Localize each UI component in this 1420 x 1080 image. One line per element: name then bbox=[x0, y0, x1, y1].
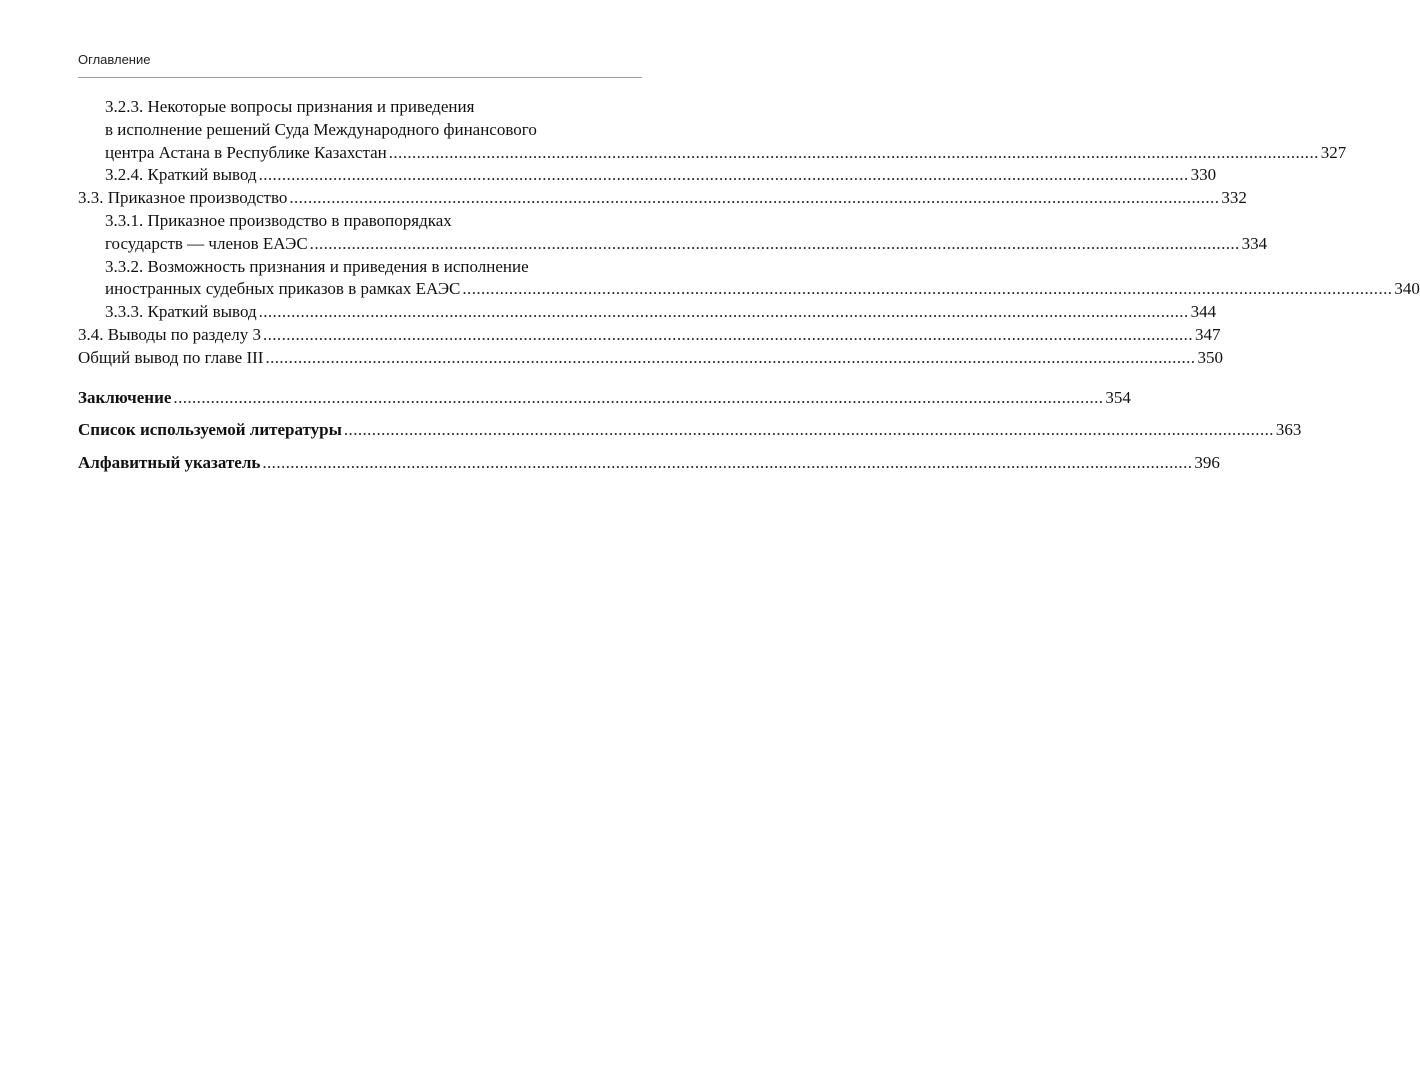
toc-page-number: 396 bbox=[1194, 453, 1220, 473]
toc-entry bbox=[78, 256, 643, 279]
dot-leader: ........................................................................................................................................................................................................ bbox=[258, 165, 1189, 185]
toc-entry-title: Заключение bbox=[78, 387, 172, 407]
dot-leader: ........................................................................................................................................................................................................ bbox=[388, 142, 1319, 162]
toc-entry bbox=[78, 119, 643, 142]
toc-entry-conclusion bbox=[78, 387, 1131, 410]
toc-entry bbox=[78, 233, 1268, 256]
toc-entry-title: 3.4. Выводы по разделу 3 bbox=[78, 324, 261, 344]
dot-leader: ........................................................................................................................................................................................................ bbox=[462, 279, 1393, 299]
toc-entry-title: 3.2.4. Краткий вывод bbox=[105, 165, 257, 185]
toc-entry-title: 3.3.3. Краткий вывод bbox=[105, 302, 257, 322]
toc-entry bbox=[78, 210, 643, 233]
toc-page-number: 334 bbox=[1241, 233, 1268, 253]
toc-entry-title: 3.2.3. Некоторые вопросы признания и приведения bbox=[105, 97, 475, 116]
toc-entry-title: 3.3. Приказное производство bbox=[78, 188, 288, 208]
toc-entry-title: 3.3.1. Приказное производство в правопорядках bbox=[105, 210, 452, 230]
dot-leader: ........................................................................................................................................................................................................ bbox=[309, 233, 1240, 253]
toc-page-number: 340 bbox=[1394, 279, 1420, 299]
dot-leader: ........................................................................................................................................................................................................ bbox=[262, 324, 1193, 344]
running-header: Оглавление bbox=[78, 52, 151, 67]
toc-page-number: 327 bbox=[1320, 142, 1347, 162]
dot-leader: ........................................................................................................................................................................................................ bbox=[289, 188, 1220, 208]
toc-page-number: 344 bbox=[1190, 302, 1217, 322]
toc-entry bbox=[78, 324, 1221, 347]
toc-entry-index bbox=[78, 452, 1220, 475]
toc-entry-title: иностранных судебных приказов в рамках ЕАЭС bbox=[105, 279, 461, 299]
toc-entry-title: Алфавитный указатель bbox=[78, 453, 261, 473]
toc-entry bbox=[78, 187, 1247, 210]
toc-entry bbox=[78, 301, 1217, 324]
table-of-contents bbox=[78, 96, 1420, 475]
toc-entry-title: государств — членов ЕАЭС bbox=[105, 233, 308, 253]
toc-page-number: 350 bbox=[1197, 347, 1223, 367]
dot-leader: ........................................................................................................................................................................................................ bbox=[265, 347, 1196, 367]
dot-leader: ........................................................................................................................................................................................................ bbox=[173, 387, 1104, 407]
toc-entry bbox=[78, 278, 1420, 301]
toc-page-number: 332 bbox=[1221, 188, 1247, 208]
toc-entry bbox=[78, 142, 1347, 165]
toc-page-number: 354 bbox=[1105, 387, 1131, 407]
toc-entry-title: в исполнение решений Суда Международного финансового bbox=[105, 119, 537, 139]
toc-entry-bibliography bbox=[78, 419, 1302, 442]
header-rule bbox=[78, 77, 642, 78]
toc-page-number: 363 bbox=[1275, 420, 1302, 440]
dot-leader: ........................................................................................................................................................................................................ bbox=[343, 420, 1274, 440]
toc-entry bbox=[78, 164, 1217, 187]
toc-entry-title: 3.3.2. Возможность признания и приведения в исполнение bbox=[105, 256, 529, 276]
toc-page-number: 330 bbox=[1190, 165, 1217, 185]
toc-page-number: 347 bbox=[1194, 324, 1221, 344]
toc-entry bbox=[78, 347, 1223, 370]
toc-entry-title: центра Астана в Республике Казахстан bbox=[105, 142, 387, 162]
toc-entry-title: Общий вывод по главе III bbox=[78, 347, 264, 367]
dot-leader: ........................................................................................................................................................................................................ bbox=[262, 453, 1193, 473]
dot-leader: ........................................................................................................................................................................................................ bbox=[258, 302, 1189, 322]
toc-entry-title: Список используемой литературы bbox=[78, 420, 342, 440]
toc-entry bbox=[78, 96, 643, 119]
